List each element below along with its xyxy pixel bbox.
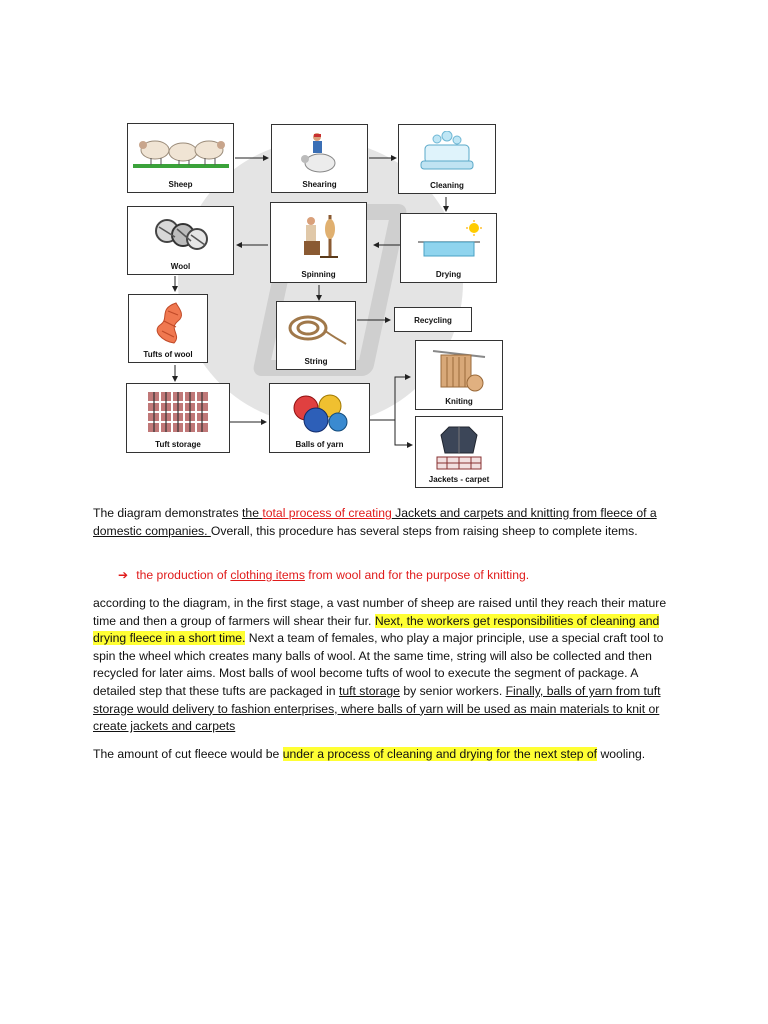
text-run: the production of [136, 568, 231, 582]
step-tufts [128, 294, 208, 363]
yarn-balls-icon [288, 390, 352, 434]
jacket-carpet-icon [429, 423, 489, 471]
highlighted-text: Next, the workers get responsibilities of cleaning and drying fleece in a short time. [93, 613, 660, 646]
text-run: Jackets and carpets and knitting from fleece of a domestic companies. [93, 506, 657, 538]
process-diagram [120, 115, 520, 495]
step-jackets-carpet [415, 416, 503, 488]
storage-grid-icon [146, 390, 210, 434]
step-label: Spinning [301, 270, 336, 279]
step-label: Kniting [445, 397, 473, 406]
paragraph-closing [93, 746, 678, 764]
paragraph-intro [93, 505, 678, 540]
step-label: String [304, 357, 328, 366]
step-cleaning [398, 124, 496, 194]
text-run: The amount of cut fleece would be [93, 747, 283, 761]
text-run: the [242, 506, 263, 520]
step-label: Cleaning [430, 181, 464, 190]
step-label: Tuft storage [155, 440, 201, 449]
washing-basin-icon [419, 131, 475, 173]
text-run: Overall, this procedure has several steps from raising sheep to complete items. [210, 523, 638, 538]
step-label: Sheep [168, 180, 193, 189]
text-run: wooling. [597, 747, 646, 761]
highlighted-text: under a process of cleaning and drying for the next step of [282, 747, 598, 761]
step-label: Balls of yarn [295, 440, 344, 449]
spinning-wheel-icon [294, 209, 344, 265]
step-label: Drying [435, 270, 462, 279]
step-shearing [271, 124, 368, 193]
text-run: total process of creating [262, 506, 392, 520]
step-string [276, 301, 356, 370]
text-run: tuft storage [338, 683, 400, 698]
step-recycling [394, 307, 472, 332]
sheep-icon [133, 130, 229, 170]
paragraph-body [93, 595, 678, 736]
shearing-icon [295, 131, 345, 175]
step-label: Jackets - carpet [428, 475, 490, 484]
text-run: according to the diagram, in the first stage, a vast number of sheep are raised until they reach their mature time and then a group of farmers will shear their fur. [93, 596, 667, 628]
step-sheep [127, 123, 234, 193]
step-knitting [415, 340, 503, 410]
knitting-icon [429, 347, 489, 393]
text-run: Next a team of females, who play a major principle, use a special craft tool to spin the wheel which creates many balls of wool. At the same time, string will also be collected and then recycled for later aims. Most balls of wool become tufts of wool to execute the segment of package. A detailed step that these tufts are packaged in [93, 631, 664, 698]
text-run: The diagram demonstrates [93, 506, 243, 520]
text-run: Finally, balls of yarn from tuft storage would delivery to fashion enterprises, where balls of yarn will be used as main materials to knit or create jackets and carpets [93, 683, 661, 734]
step-balls-of-yarn [269, 383, 370, 453]
step-label: Wool [170, 262, 191, 271]
text-run: clothing items [230, 568, 305, 582]
step-label: Shearing [302, 180, 337, 189]
bullet-line [118, 567, 678, 585]
yarn-skein-icon [148, 301, 188, 345]
text-run: by senior workers. [399, 683, 506, 698]
step-spinning [270, 202, 367, 283]
step-drying [400, 213, 497, 283]
drying-icon [414, 220, 484, 262]
step-label: Recycling [414, 316, 452, 325]
arrow-icon: ➔ [118, 568, 129, 582]
text-run: from wool and for the purpose of knitting. [304, 568, 530, 582]
step-wool [127, 206, 234, 275]
wool-balls-icon [151, 213, 211, 255]
step-tuft-storage [126, 383, 230, 453]
step-label: Tufts of wool [143, 350, 193, 359]
string-coil-icon [284, 308, 348, 348]
